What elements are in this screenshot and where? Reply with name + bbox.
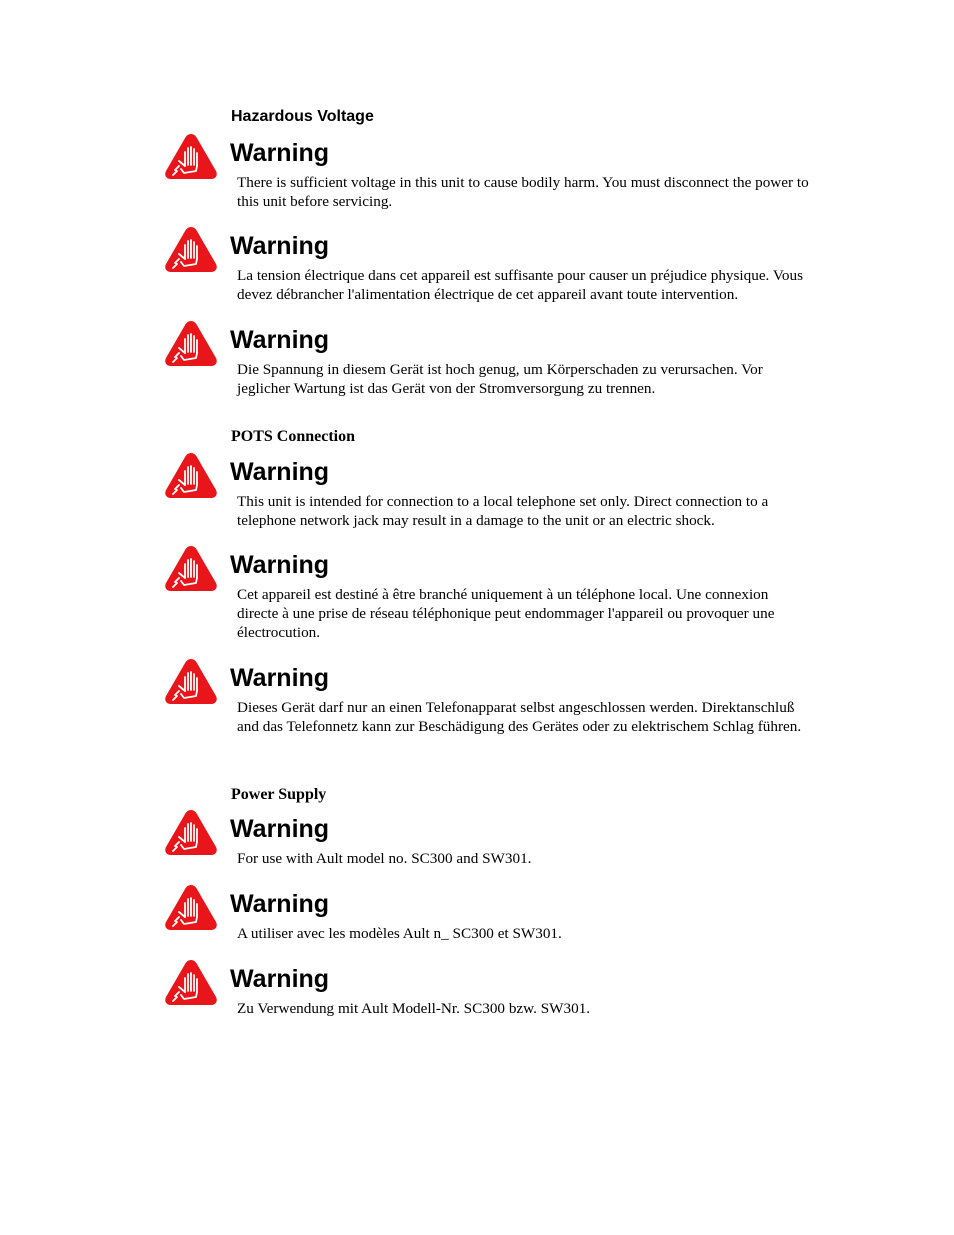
warning-title: Warning — [230, 458, 330, 486]
warning-title: Warning — [230, 551, 330, 579]
warning-text: La tension électrique dans cet appareil est suffisante pour causer un préjudice physique. Vous devez débrancher l'alimentation électrique de cet appareil avant toute intervention. — [237, 267, 803, 303]
hazardous-voltage-hand-icon — [163, 656, 219, 706]
warning-title: Warning — [230, 965, 330, 993]
section-heading-hazardous-voltage: Hazardous Voltage — [231, 108, 374, 125]
warning-title: Warning — [230, 326, 330, 354]
warning-text: For use with Ault model no. SC300 and SW301. — [237, 850, 532, 867]
warning-title: Warning — [230, 664, 330, 692]
warning-text: A utiliser avec les modèles Ault n_ SC300 et SW301. — [237, 925, 562, 942]
hazardous-voltage-hand-icon — [163, 807, 219, 857]
hazardous-voltage-hand-icon — [163, 450, 219, 500]
hazardous-voltage-hand-icon — [163, 882, 219, 932]
warning-text: Cet appareil est destiné à être branché uniquement à un téléphone local. Une connexion directe à une prise de réseau téléphonique peut endommager l'appareil ou provoquer une électrocution. — [237, 586, 775, 641]
hazardous-voltage-hand-icon — [163, 131, 219, 181]
warning-title: Warning — [230, 139, 330, 167]
warning-text: Dieses Gerät darf nur an einen Telefonapparat selbst angeschlossen werden. Direktanschluß and das Telefonnetz kann zur Beschädigung des Gerätes oder zu elektrischem Schlag führen. — [237, 699, 802, 735]
hazardous-voltage-hand-icon — [163, 224, 219, 274]
hazardous-voltage-hand-icon — [163, 957, 219, 1007]
warning-title: Warning — [230, 815, 330, 843]
hazardous-voltage-hand-icon — [163, 318, 219, 368]
warning-title: Warning — [230, 232, 330, 260]
section-heading-pots-connection: POTS Connection — [231, 428, 356, 445]
warning-text: This unit is intended for connection to a local telephone set only. Direct connection to a telephone network jack may result in a damage to the unit or an electric shock. — [237, 493, 769, 529]
warning-text: There is sufficient voltage in this unit to cause bodily harm. You must disconnect the power to this unit before servicing. — [237, 174, 809, 210]
warning-title: Warning — [230, 890, 330, 918]
hazardous-voltage-hand-icon — [163, 543, 219, 593]
section-heading-power-supply: Power Supply — [231, 786, 327, 803]
warning-text: Zu Verwendung mit Ault Modell-Nr. SC300 bzw. SW301. — [237, 1000, 591, 1017]
warning-text: Die Spannung in diesem Gerät ist hoch genug, um Körperschaden zu verursachen. Vor jeglicher Wartung ist das Gerät von der Stromversorgung zu trennen. — [237, 361, 763, 397]
